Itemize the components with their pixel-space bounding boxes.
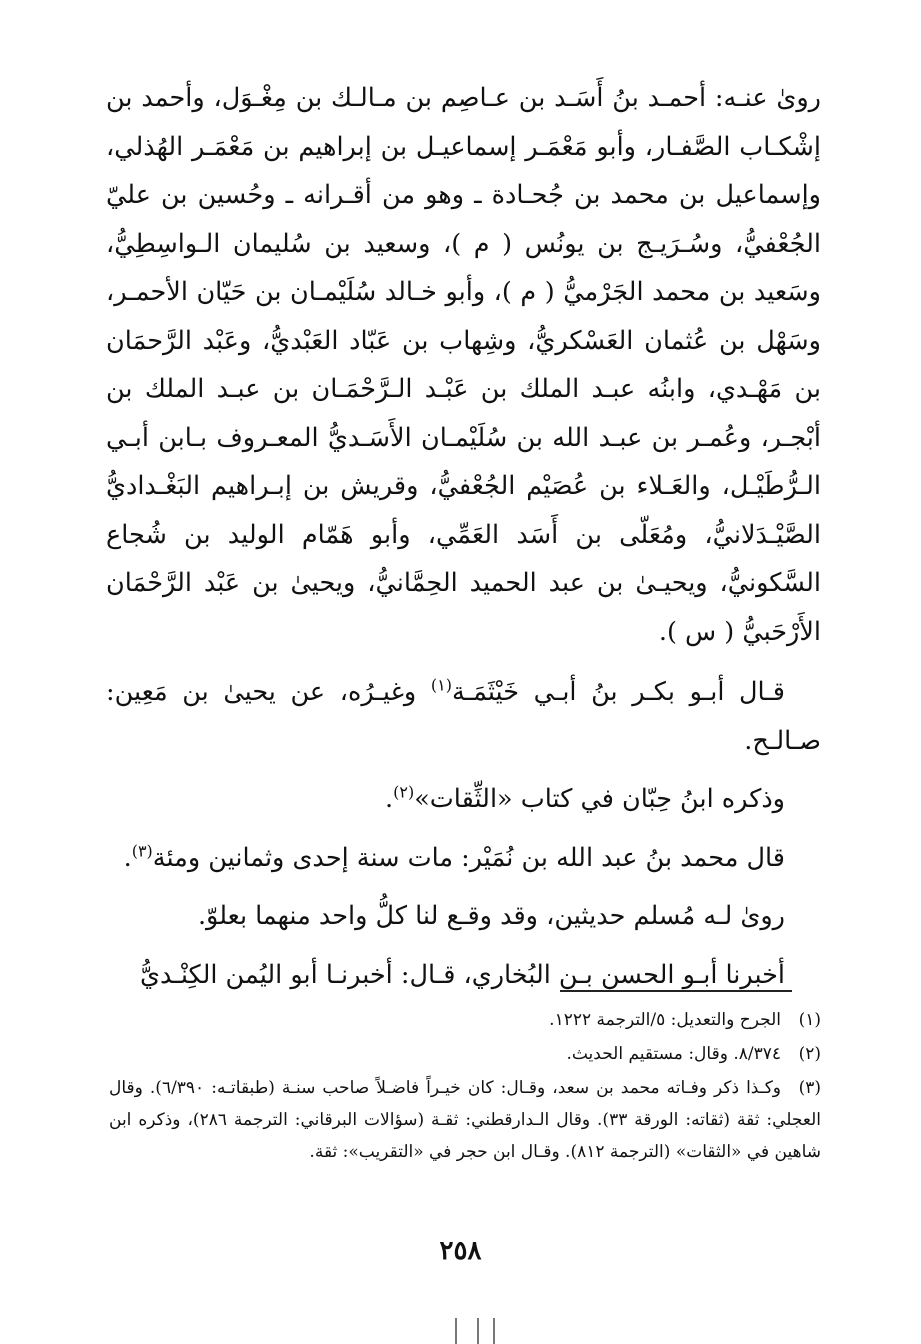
footnote-2	[109, 1038, 821, 1070]
footnote-text: الجرح والتعديل: ٥/الترجمة ١٢٢٢.	[549, 1010, 781, 1030]
footnote-number: (٢)	[798, 1044, 821, 1064]
footnote-marker-2[interactable]: (٢)	[393, 782, 415, 802]
footnote-3	[109, 1072, 821, 1168]
footnote-marker-3[interactable]: (٣)	[131, 841, 153, 860]
footnote-separator	[560, 990, 792, 992]
footnote-text: وكـذا ذكر وفـاته محمد بن سعد، وقـال: كان خيـراً فاضـلاً صاحب سنـة (طبقاتـه: ٦/٣٩٠). وقال العجلي: ثقة (ثقاته: الورقة ٣٣). وقال الـدارقطني: ثقـة (سؤالات البرقاني: الترجمة ٢٨٦)، وذكره ابن شاهين في «الثقات» (الترجمة ٨١٢). وقـال ابن حجر في «التقريب»: ثقة.	[109, 1078, 822, 1162]
ibn-maeen-paragraph	[106, 668, 821, 765]
paragraph-text: .	[123, 842, 132, 873]
paragraph-text: قـال أبـو بكـر بنُ أبـي خَيْثَمَـة	[451, 677, 785, 707]
paragraph-text: وغيـرُه، عن يحيىٰ بن مَعِين: صـالـح.	[106, 677, 821, 756]
page-number: ٢٥٨	[439, 1236, 482, 1266]
ibn-hibban-paragraph	[106, 775, 821, 824]
footnote-marker-1[interactable]: (١)	[430, 675, 452, 695]
footnote-1	[109, 1004, 821, 1036]
paragraph-text: وذكره ابنُ حِبّان في كتاب «الثِّقات»	[414, 784, 785, 814]
chain-paragraph: أخبرنا أبـو الحسن بـن البُخاري، قـال: أخبرنـا أبو اليُمن الكِنْـديُّ	[140, 959, 785, 990]
footnote-number: (٣)	[798, 1078, 821, 1098]
death-date-paragraph	[106, 834, 821, 883]
paragraph-text: .	[385, 784, 394, 814]
muslim-paragraph: رویٰ لـه مُسلم حديثين، وقد وقـع لنا كلُّ واحد منهما بعلوّ.	[197, 901, 785, 931]
main-text	[106, 74, 821, 1009]
narrators-paragraph: رویٰ عنـه: أحمـد بنُ أَسَـد بن عـاصِم بن مـالـك بن مِغْـوَل، وأحمد بن إشْكـاب الصَّفـار، وأبو مَعْمَـر إسماعيـل بن إبراهيم بن مَعْمَـر الهُذلي، وإسماعيل بن محمد بن جُحـادة ـ وهو من أقـرانه ـ وحُسين بن عليّ الجُعْفيُّ، وسُـرَيـج بن يونُس ( م )، وسعيد بن سُليمان الـواسِطِيُّ، وسَعيد بن محمد الجَرْميُّ ( م )، وأبو خـالد سُلَيْمـان بن حَيّان الأحمـر، وسَهْل بن عُثمان العَسْكريُّ، وشِهاب بن عَبّاد العَبْديُّ، وعَبْد الرَّحمَان بن مَهْـدي، وابنُه عبـد الملك بن عَبْـد الـرَّحْمَـان بن عبـد الملك بن أبْجـر، وعُمـر بن عبـد الله بن سُلَيْمـان الأَسَـديُّ المعـروف بـابن أبـي الـرُّطَيْـل، والعَـلاء بن عُصَيْم الجُعْفيُّ، وقريش بن إبـراهيم البَغْـداديُّ الصَّيْـدَلانيُّ، ومُعَلّى بن أَسَد العَمِّي، وأبو هَمّام الوليد بن شُجاع السَّكونيُّ، ويحيـىٰ بن عبد الحميد الحِمَّانيُّ، ويحيىٰ بن عَبْد الرَّحْمَان الأَرْحَبيُّ ( س ).	[106, 83, 821, 647]
footnote-text: ٨/٣٧٤. وقال: مستقيم الحديث.	[566, 1044, 781, 1064]
footnote-number: (١)	[798, 1010, 821, 1030]
scan-edge-marks	[455, 1318, 515, 1344]
paragraph-text: قال محمد بنُ عبد الله بن نُمَيْر: مات سنة إحدى وثمانين ومئة	[152, 842, 785, 873]
footnotes	[109, 1004, 821, 1170]
